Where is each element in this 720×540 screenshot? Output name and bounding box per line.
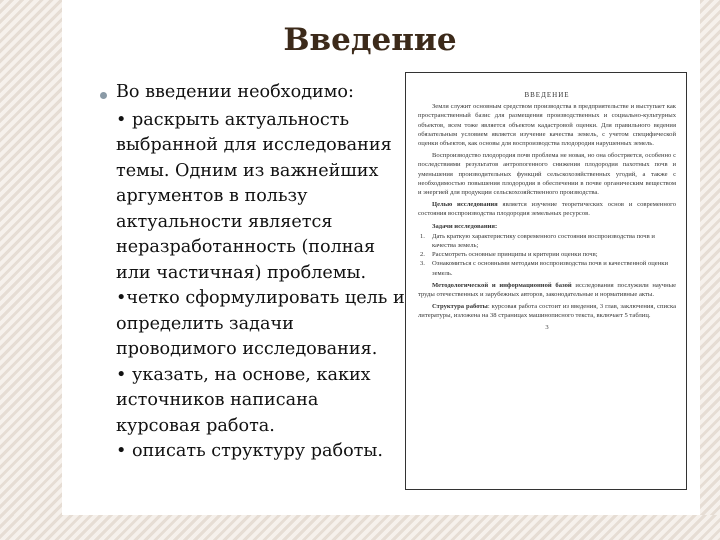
slide-body [116, 80, 406, 465]
document-bold-term: Целью исследования [432, 201, 498, 209]
list-item: 2. Рассмотреть основные принципы и критерии оценки почв; [420, 251, 598, 259]
document-bold-term: Методологической и информационной базой [432, 281, 572, 289]
decorative-border-bottom [0, 515, 720, 540]
document-page-number: 3 [545, 323, 549, 331]
bullet-icon [100, 92, 107, 99]
intro-text: Во введении необходимо: [116, 82, 354, 102]
document-tasks-label: Задачи исследования: [432, 222, 498, 230]
point-1: • раскрыть актуальность выбранной для исследования темы. Одним из важнейших аргументов в пользу актуальности является неразработанность (полная или частичная) проблемы. [116, 109, 392, 283]
document-paragraph: Методологической и информационной базой исследования послужили научные труды отечественных и зарубежных авторов, законодательные и нормативные акты. [418, 281, 676, 299]
document-paragraph: Земля служит основным средством производства в предприятельстве и выступает как пространственный базис для размещения производственных и социально-культурных объектов, всем тоже является объектом кадастровой оценки. Для правильного ведения обязательным условием является изучение качества земель, с учетом специфической оценки объектов, как основы для воспроизводства плодородия нарушенных земель. [418, 103, 676, 148]
point-4: • описать структуру работы. [116, 441, 384, 461]
decorative-border-left [0, 0, 62, 540]
decorative-border-right [700, 0, 720, 540]
document-paragraph: Воспроизводство плодородия почв проблема не новая, но она обостряется, особенно с последствиями результатов антропогенного снижения плодородия пахотных почв и уменьшения производительных функций сельскохозяйственных угодий, а также с необходимостью повышения плодородия в обеспечении в почве органическим веществом и энергией для продукции сельскохозяйственного производства. [418, 152, 676, 197]
list-item: 3. Ознакомиться с основными методами воспроизводства почв и качественной оценки земель. [420, 260, 668, 277]
document-paragraph: Структура работы: курсовая работа состоит из введения, 3 глав, заключения, списка литературы, изложена на 38 страницах машинописного текста, включает 5 таблиц. [418, 303, 676, 320]
document-paragraph: Целью исследования является изучение теоретических основ и современного состояния воспроизводства плодородия земельных ресурсов. [418, 201, 676, 218]
list-item: 1. Дать краткую характеристику современного состояния воспроизводства почв и качества земель; [420, 232, 655, 250]
document-bold-term: Структура работы [432, 303, 488, 311]
document-sample [405, 72, 687, 490]
point-2: •четко сформулировать цель и определить задачи проводимого исследования. [116, 288, 405, 359]
document-heading: ВВЕДЕНИЕ [524, 91, 570, 99]
document-task-list [418, 232, 676, 278]
slide-title: Введение [283, 22, 457, 58]
point-3: • указать, на основе, каких источников написана курсовая работа. [116, 364, 371, 436]
